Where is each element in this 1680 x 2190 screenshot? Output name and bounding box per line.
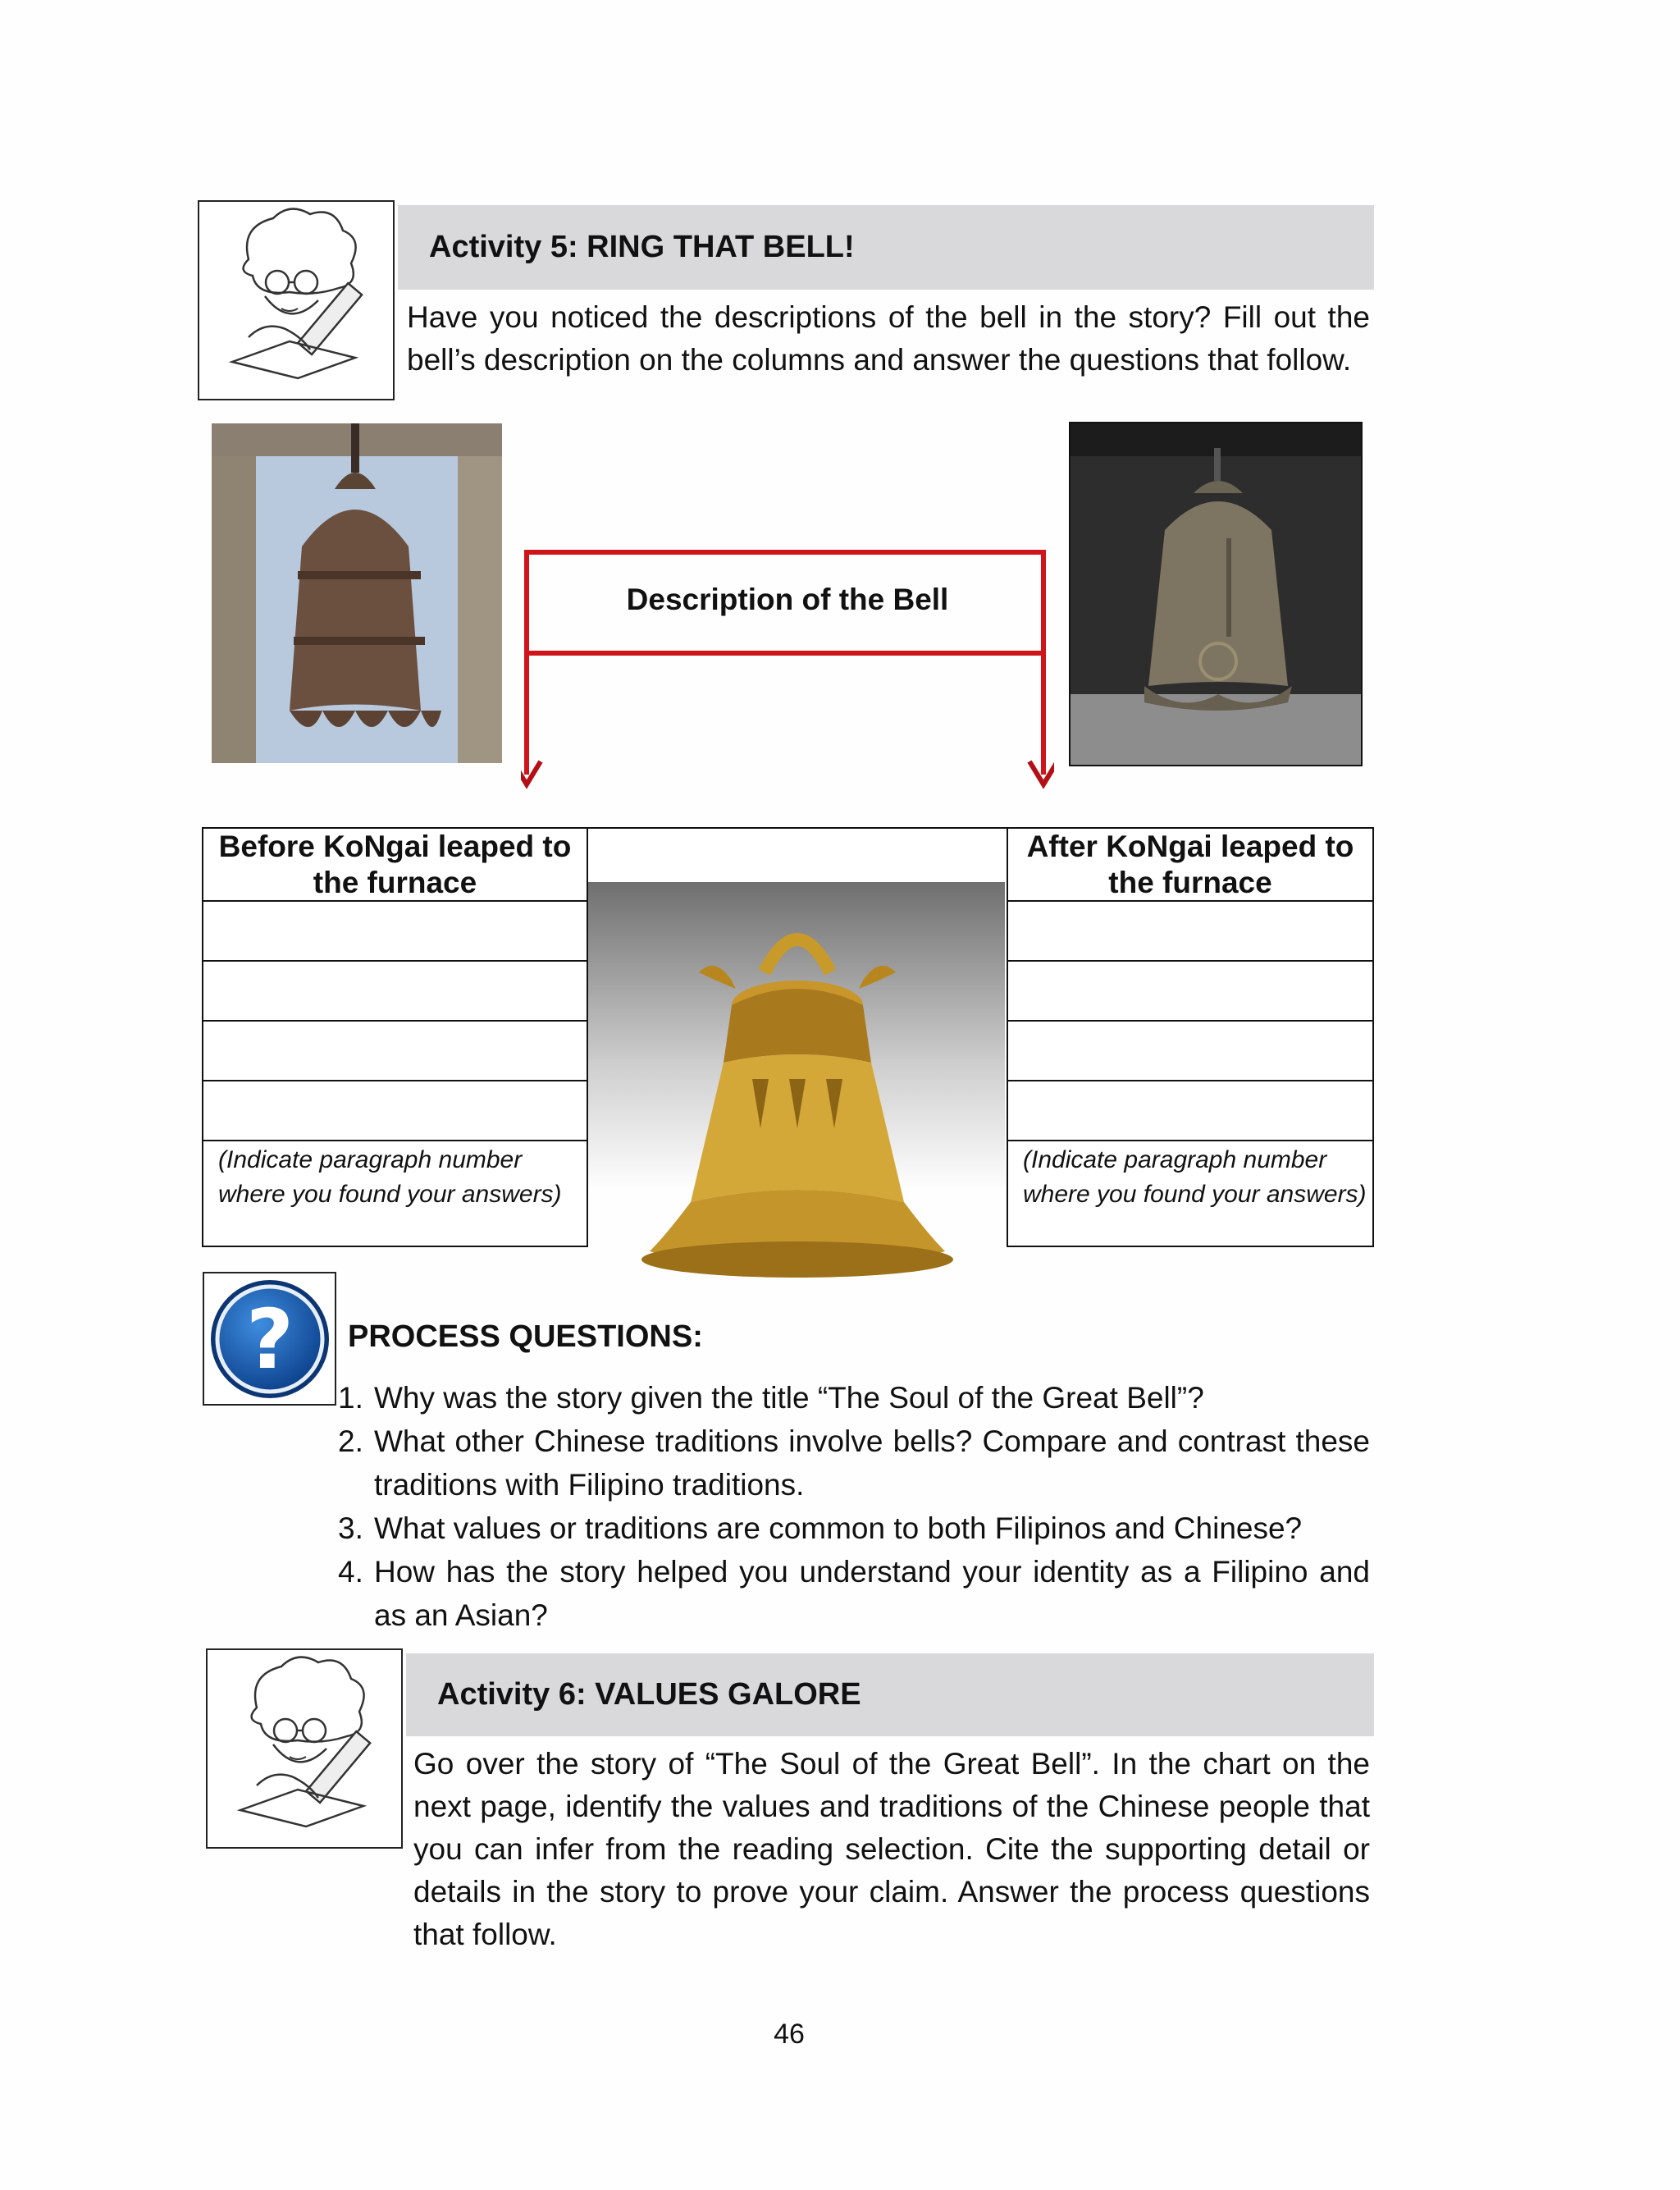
middle-column-top — [587, 827, 1008, 885]
question-mark-icon — [208, 1278, 331, 1401]
before-answer-row-4[interactable] — [202, 1080, 588, 1141]
boy-writing-icon — [199, 202, 393, 399]
after-answer-row-1[interactable] — [1007, 900, 1374, 962]
after-answer-row-4[interactable] — [1007, 1080, 1374, 1141]
boy-writing-illustration-2 — [206, 1648, 403, 1849]
before-header: Before KoNgai leaped to the furnace — [202, 827, 588, 902]
before-answer-row-2[interactable] — [202, 960, 588, 1022]
after-answer-row-3[interactable] — [1007, 1020, 1374, 1081]
before-note: (Indicate paragraph number where you found your answers) — [202, 1140, 588, 1247]
great-bell-photo — [1069, 422, 1363, 766]
after-note: (Indicate paragraph number where you found your answers) — [1007, 1140, 1374, 1247]
before-answer-row-1[interactable] — [202, 900, 588, 962]
after-header: After KoNgai leaped to the furnace — [1007, 827, 1374, 902]
boy-writing-illustration — [198, 200, 395, 400]
process-questions-list — [338, 1376, 1370, 1637]
bronze-bell-icon — [212, 423, 502, 763]
activity6-title: Activity 6: VALUES GALORE — [406, 1653, 1374, 1736]
process-questions-icon-box — [203, 1272, 336, 1406]
golden-bell-icon — [588, 882, 1005, 1292]
svg-text:?: ? — [245, 1291, 294, 1388]
process-question: 3. What values or traditions are common to both Filipinos and Chinese? — [338, 1511, 1303, 1545]
activity6-instructions: Go over the story of “The Soul of the Great Bell”. In the chart on the next page, identify the values and traditions of the Chinese people that you can infer from the reading selection. Cite the supporting detail or details in the story to prove your claim. Answer the process questions that follow. — [413, 1747, 1370, 1951]
after-answer-row-2[interactable] — [1007, 960, 1374, 1022]
diagram-label: Description of the Bell — [626, 583, 949, 616]
golden-bell-photo — [588, 882, 1005, 1292]
activity5-title: Activity 5: RING THAT BELL! — [398, 205, 1374, 290]
ancient-bell-photo — [212, 423, 502, 763]
boy-writing-icon — [208, 1650, 401, 1847]
process-question: 1. Why was the story given the title “The Soul of the Great Bell”? — [338, 1381, 1204, 1415]
process-questions-title: PROCESS QUESTIONS: — [348, 1319, 703, 1354]
temple-bell-icon — [1071, 423, 1361, 765]
activity5-instructions: Have you noticed the descriptions of the bell in the story? Fill out the bell’s description on the columns and answer the questions that follow. — [407, 300, 1370, 377]
process-question: 2. What other Chinese traditions involve bells? Compare and contrast these traditions with Filipino traditions. — [338, 1424, 1370, 1502]
before-answer-row-3[interactable] — [202, 1020, 588, 1081]
process-question: 4. How has the story helped you understand your identity as a Filipino and as an Asian? — [338, 1555, 1370, 1632]
page-number: 46 — [774, 2019, 805, 2050]
